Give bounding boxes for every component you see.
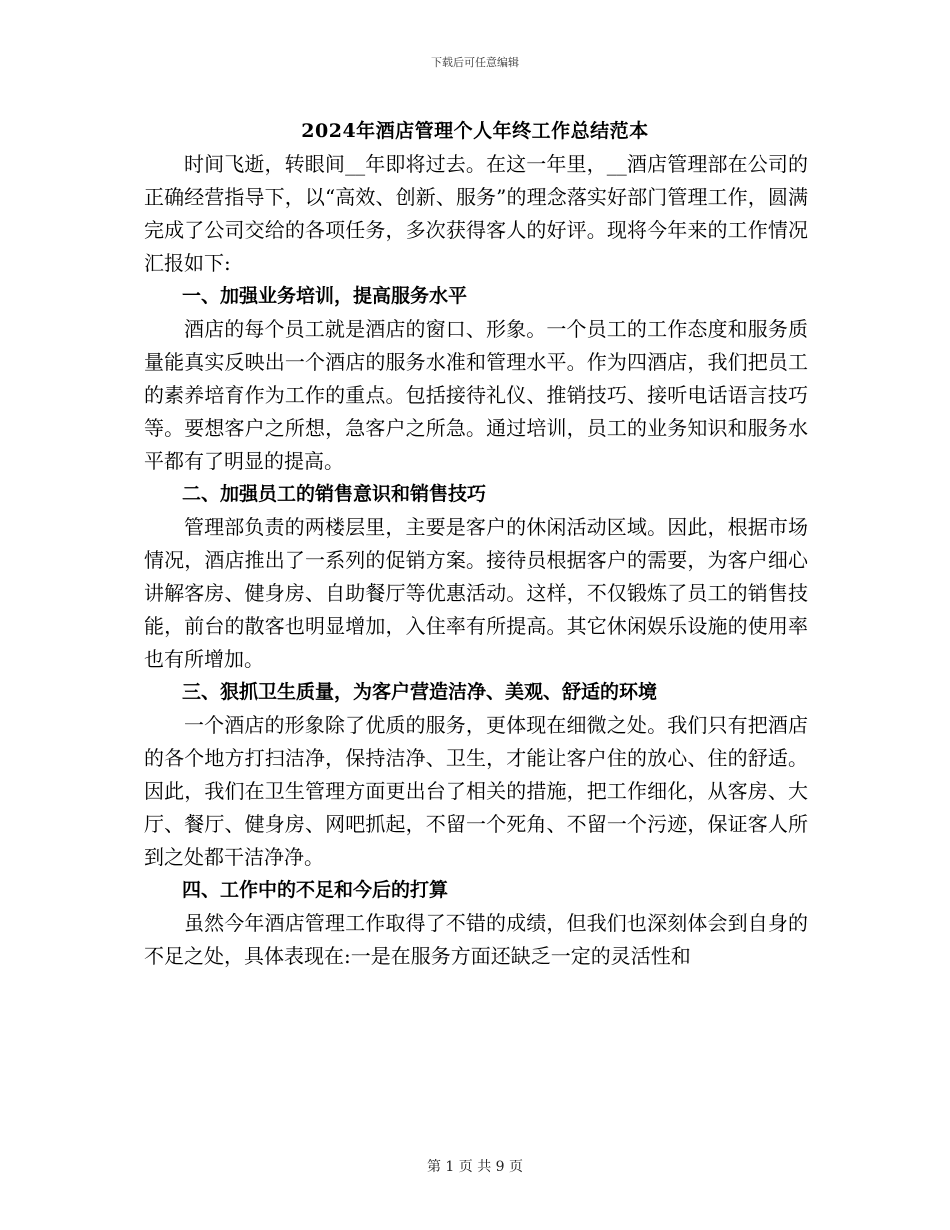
page-footer: 第 1 页 共 9 页 (426, 1159, 524, 1175)
section-heading-2: 二、加强员工的销售意识和销售技巧 (182, 483, 487, 505)
section-paragraph-4: 虽然今年酒店管理工作取得了不错的成绩，但我们也深刻体会到自身的不足之处，具体表现在:一是在服务方面还缺乏一定的灵活性和 (144, 911, 808, 968)
section-paragraph-3: 一个酒店的形象除了优质的服务，更体现在细微之处。我们只有把酒店的各个地方打扫洁净，保持洁净、卫生，才能让客户住的放心、住的舒适。因此，我们在卫生管理方面更出台了相关的措施，把工作细化，从客房、大厅、餐厅、健身房、网吧抓起，不留一个死角、不留一个污迹，保证客人所到之处都干洁净净。 (144, 713, 808, 869)
document-title: 2024年酒店管理个人年终工作总结范本 (301, 120, 649, 142)
section-heading-4: 四、工作中的不足和今后的打算 (182, 879, 449, 901)
section-paragraph-2: 管理部负责的两楼层里，主要是客户的休闲活动区域。因此，根据市场情况，酒店推出了一系列的促销方案。接待员根据客户的需要，为客户细心讲解客房、健身房、自助餐厅等优惠活动。这样，不仅锻炼了员工的销售技能，前台的散客也明显增加，入住率有所提高。其它休闲娱乐设施的使用率也有所增加。 (144, 515, 808, 671)
header-note: 下载后可任意编辑 (431, 56, 519, 69)
section-heading-1: 一、加强业务培训，提高服务水平 (182, 285, 468, 307)
section-paragraph-1: 酒店的每个员工就是酒店的窗口、形象。一个员工的工作态度和服务质量能真实反映出一个酒店的服务水准和管理水平。作为四酒店，我们把员工的素养培育作为工作的重点。包括接待礼仪、推销技巧、接听电话语言技巧等。要想客户之所想，急客户之所急。通过培训，员工的业务知识和服务水平都有了明显的提高。 (144, 317, 808, 473)
document-body (144, 148, 808, 973)
intro-paragraph: 时间飞逝，转眼间__年即将过去。在这一年里，__酒店管理部在公司的正确经营指导下，以“高效、创新、服务”的理念落实好部门管理工作，圆满完成了公司交给的各项任务，多次获得客人的好评。现将今年来的工作情况汇报如下: (144, 152, 808, 275)
section-heading-3: 三、狠抓卫生质量，为客户营造洁净、美观、舒适的环境 (182, 681, 658, 703)
